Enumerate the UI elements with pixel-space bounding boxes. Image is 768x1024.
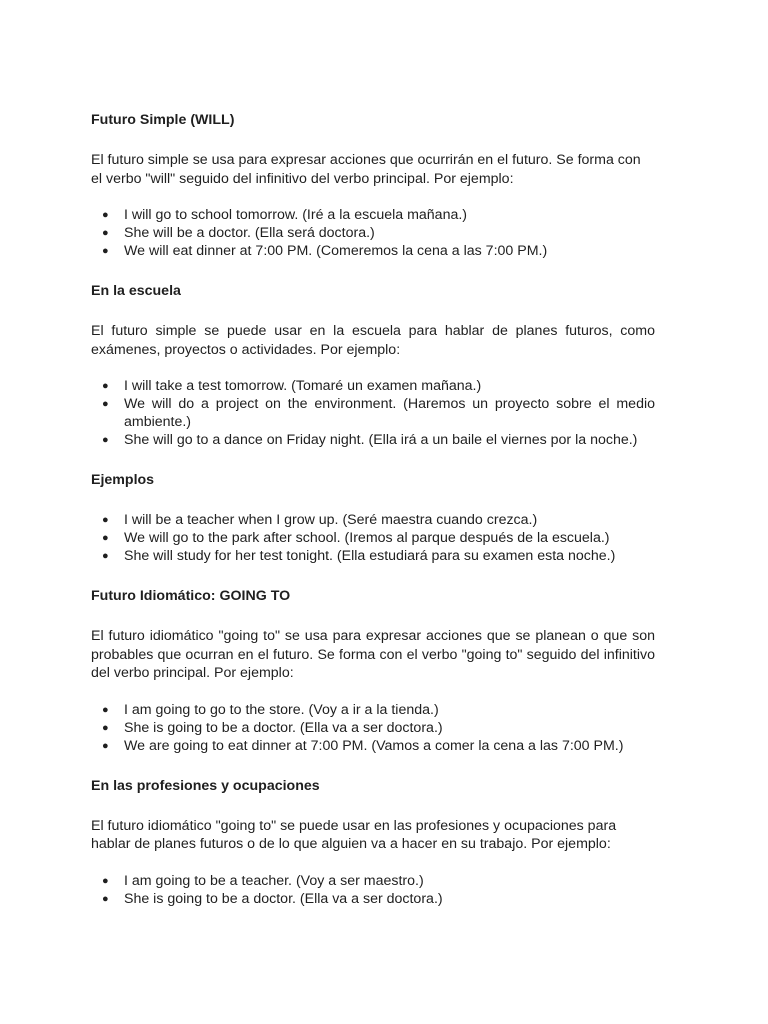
bullet-icon: ● — [102, 532, 109, 544]
section-paragraph: El futuro simple se puede usar en la escuela para hablar de planes futuros, como exámenes, proyectos o actividades. Por ejemplo: — [91, 323, 655, 358]
bullet-icon: ● — [102, 721, 109, 734]
list-item: ● I am going to be a teacher. (Voy a ser maestro.) — [102, 872, 424, 889]
section-profesiones — [91, 777, 655, 908]
bullet-icon: ● — [102, 739, 109, 752]
bullet-icon: ● — [102, 892, 109, 905]
list-item: ● She is going to be a doctor. (Ella va a ser doctora.) — [102, 719, 443, 736]
bullet-icon: ● — [102, 209, 109, 221]
section-paragraph: El futuro idiomático "going to" se puede usar en las profesiones y ocupaciones para hablar de planes futuros o de lo que alguien va a hacer en su trabajo. Por ejemplo: — [91, 817, 617, 852]
list-item: ● We are going to eat dinner at 7:00 PM. (Vamos a comer la cena a las 7:00 PM.) — [102, 737, 624, 754]
section-heading: Futuro Simple (WILL) — [91, 112, 235, 128]
bullet-icon: ● — [102, 227, 109, 239]
list-item: ● She will study for her test tonight. (Ella estudiará para su examen esta noche.) — [102, 548, 616, 564]
section-heading: En las profesiones y ocupaciones — [91, 777, 320, 794]
list-item: ● We will go to the park after school. (Iremos al parque después de la escuela.) — [102, 530, 610, 546]
section-en-la-escuela — [91, 282, 655, 449]
bullet-list — [91, 511, 655, 565]
section-heading: En la escuela — [91, 283, 181, 299]
bullet-list — [91, 872, 655, 908]
bullet-list — [91, 701, 655, 755]
bullet-list — [91, 206, 655, 260]
document-page — [91, 111, 655, 908]
list-item: ● I will go to school tomorrow. (Iré a la escuela mañana.) — [102, 207, 468, 223]
bullet-icon: ● — [102, 434, 109, 446]
section-heading: Ejemplos — [91, 472, 155, 488]
bullet-icon: ● — [102, 245, 109, 257]
bullet-icon: ● — [102, 514, 109, 526]
section-futuro-simple — [91, 111, 655, 260]
list-item: ● We will eat dinner at 7:00 PM. (Comeremos la cena a las 7:00 PM.) — [102, 243, 548, 259]
list-item: ● I will take a test tomorrow. (Tomaré un examen mañana.) — [102, 378, 482, 394]
bullet-icon: ● — [102, 703, 109, 716]
list-item: ● She is going to be a doctor. (Ella va a ser doctora.) — [102, 890, 443, 907]
section-heading: Futuro Idiomático: GOING TO — [91, 588, 291, 604]
list-item: ● I am going to go to the store. (Voy a ir a la tienda.) — [102, 701, 439, 718]
section-ejemplos — [91, 471, 655, 565]
list-item: ● I will be a teacher when I grow up. (Seré maestra cuando crezca.) — [102, 512, 538, 528]
bullet-icon: ● — [102, 874, 109, 887]
section-paragraph: El futuro simple se usa para expresar acciones que ocurrirán en el futuro. Se forma con el verbo "will" seguido del infinitivo del verbo principal. Por ejemplo: — [91, 152, 641, 187]
bullet-icon: ● — [102, 398, 109, 410]
section-paragraph: El futuro idiomático "going to" se usa para expresar acciones que se planean o que son probables que ocurran en el futuro. Se forma con el verbo "going to" seguido del infinitivo del verbo principal. Por ejemplo: — [91, 628, 655, 681]
bullet-icon: ● — [102, 550, 109, 562]
list-item: ● We will do a project on the environment. (Haremos un proyecto sobre el medio ambiente.) — [102, 396, 655, 430]
list-item: ● She will be a doctor. (Ella será doctora.) — [102, 225, 375, 241]
bullet-icon: ● — [102, 380, 109, 392]
section-futuro-idiomatico — [91, 587, 655, 755]
list-item: ● She will go to a dance on Friday night. (Ella irá a un baile el viernes por la noche.) — [102, 432, 638, 448]
bullet-list — [91, 377, 655, 449]
